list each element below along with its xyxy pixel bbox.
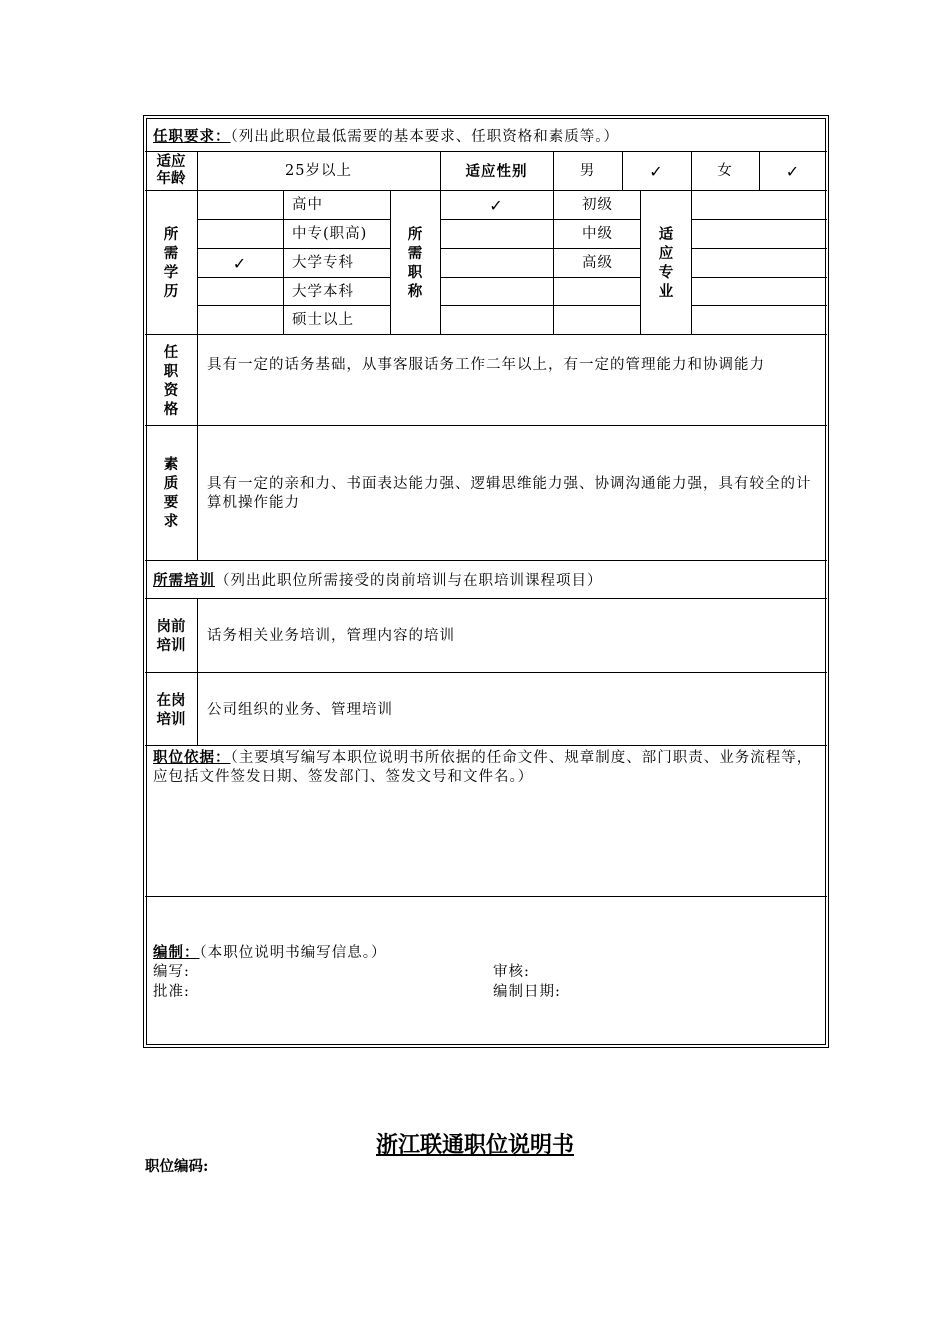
divider — [691, 305, 827, 306]
divider — [145, 672, 827, 673]
divider — [440, 305, 640, 306]
divider — [145, 151, 827, 152]
training-header-note: （列出此职位所需接受的岗前培训与在职培训课程项目） — [215, 573, 603, 589]
divider — [145, 598, 827, 599]
divider — [197, 334, 198, 560]
divider — [145, 896, 827, 897]
title-label: 所 需 职 称 — [407, 226, 423, 300]
divider — [197, 277, 390, 278]
title-level: 高级 — [582, 255, 613, 271]
basis-label: 职位依据： — [153, 749, 231, 766]
title-level: 初级 — [582, 197, 613, 213]
divider — [145, 745, 827, 746]
education-label: 所 需 学 历 — [163, 226, 179, 300]
education-level: 大学专科 — [292, 255, 354, 271]
divider — [390, 190, 391, 334]
divider — [145, 190, 827, 191]
divider — [691, 248, 827, 249]
date-field: 编制日期: — [493, 984, 561, 1000]
onjob-training-text: 公司组织的业务、管理培训 — [207, 702, 393, 718]
compile-label: 编制： — [153, 944, 200, 961]
education-level: 硕士以上 — [292, 312, 354, 328]
quality-label: 素 质 要 求 — [163, 456, 179, 530]
pre-training-text: 话务相关业务培训，管理内容的培训 — [207, 628, 455, 644]
gender-label: 适应性别 — [465, 163, 528, 180]
major-label: 适 应 专 业 — [658, 226, 674, 300]
education-level: 大学本科 — [292, 284, 354, 300]
divider — [283, 190, 284, 334]
divider — [145, 560, 827, 561]
divider — [640, 190, 641, 334]
divider — [197, 219, 390, 220]
pre-training-label: 岗前培训 — [156, 618, 186, 654]
training-header-label: 所需培训 — [153, 572, 215, 589]
divider — [691, 277, 827, 278]
requirements-header-note: （列出此职位最低需要的基本要求、任职资格和素质等。） — [230, 129, 619, 145]
writer-field: 编写: — [153, 964, 190, 980]
male-check-icon: ✓ — [649, 162, 664, 181]
qualification-label: 任 职 资 格 — [163, 344, 179, 418]
quality-text: 具有一定的亲和力、书面表达能力强、逻辑思维能力强、协调沟通能力强，具有较全的计算机操作能力 — [207, 476, 812, 511]
divider — [197, 305, 390, 306]
education-level: 中专(职高) — [292, 226, 368, 242]
title-level: 中级 — [582, 226, 613, 242]
document-title: 浙江联通职位说明书 — [375, 1132, 574, 1158]
female-label: 女 — [717, 163, 733, 179]
divider — [440, 277, 640, 278]
education-check-icon: ✓ — [232, 254, 248, 273]
female-check-icon: ✓ — [785, 162, 801, 181]
divider — [691, 219, 827, 220]
position-code-label: 职位编码: — [145, 1158, 209, 1175]
education-level: 高中 — [292, 197, 323, 213]
basis-note: （主要填写编写本职位说明书所依据的任命文件、规章制度、部门职责、业务流程等，应包括文件签发日期、签发部门、签发文号和文件名。） — [153, 750, 813, 785]
divider — [197, 248, 390, 249]
age-label: 适应年龄 — [156, 153, 186, 187]
male-label: 男 — [579, 163, 596, 179]
title-check-icon: ✓ — [489, 196, 504, 215]
divider — [145, 334, 827, 335]
divider — [145, 425, 827, 426]
requirements-header-label: 任职要求： — [153, 128, 231, 145]
divider — [440, 219, 640, 220]
onjob-training-label: 在岗培训 — [156, 692, 186, 728]
divider — [197, 598, 198, 745]
qualification-text: 具有一定的话务基础，从事客服话务工作二年以上，有一定的管理能力和协调能力 — [207, 357, 765, 373]
reviewer-field: 审核: — [493, 964, 530, 980]
approver-field: 批准: — [153, 984, 190, 1000]
age-value: 25岁以上 — [285, 163, 352, 179]
divider — [440, 248, 640, 249]
compile-note: （本职位说明书编写信息。） — [199, 945, 387, 961]
